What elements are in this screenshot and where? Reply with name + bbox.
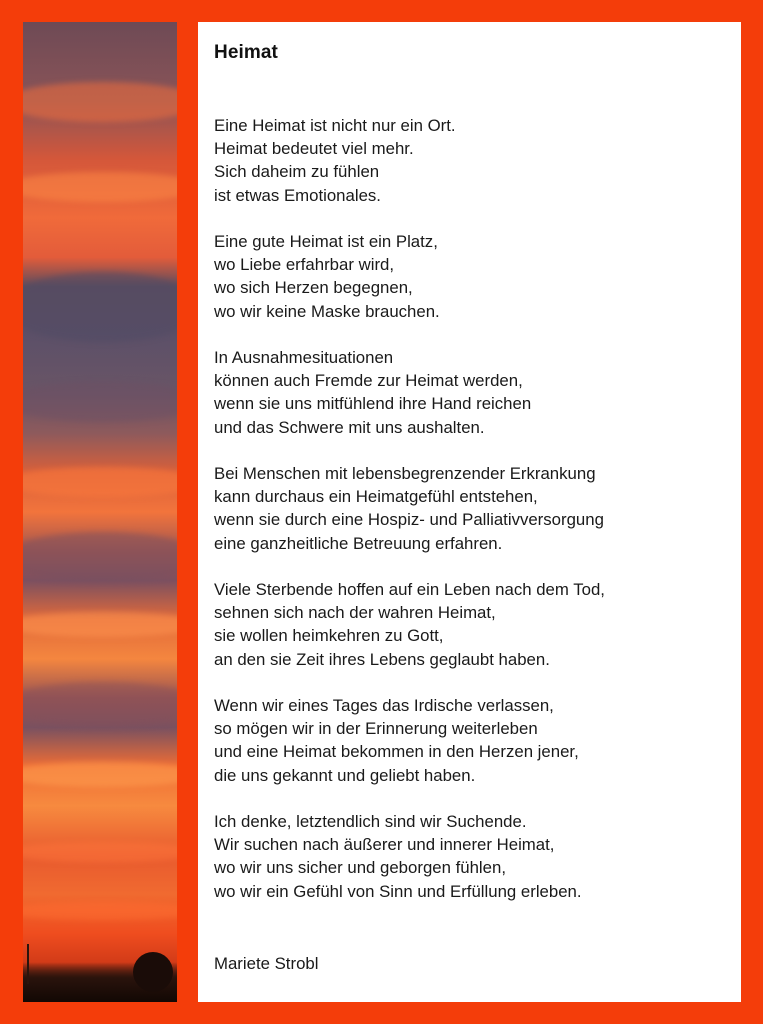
poem-line: In Ausnahmesituationen bbox=[214, 348, 394, 367]
stanza bbox=[214, 230, 734, 323]
poem-line: sehnen sich nach der wahren Heimat, bbox=[214, 603, 496, 623]
stanza bbox=[214, 578, 734, 671]
sunset-sky-photo bbox=[23, 22, 177, 1002]
poem-body bbox=[214, 114, 734, 926]
poem-line: sie wollen heimkehren zu Gott, bbox=[214, 626, 444, 646]
stanza bbox=[214, 810, 734, 903]
poem-line: so mögen wir in der Erinnerung weiterleben bbox=[214, 719, 538, 739]
poem-line: Eine gute Heimat ist ein Platz, bbox=[214, 232, 438, 251]
poem-line: und das Schwere mit uns aushalten. bbox=[214, 417, 485, 437]
poem-line: wo wir ein Gefühl von Sinn und Erfüllung erleben. bbox=[214, 881, 582, 901]
poem-page bbox=[198, 22, 741, 1002]
poem-line: Heimat bedeutet viel mehr. bbox=[214, 139, 414, 159]
poem-line: an den sie Zeit ihres Lebens geglaubt haben. bbox=[214, 649, 550, 669]
poem-line: kann durchaus ein Heimatgefühl entstehen, bbox=[214, 487, 538, 507]
pole-silhouette bbox=[27, 944, 29, 984]
tree-silhouette bbox=[133, 952, 173, 992]
poem-line: können auch Fremde zur Heimat werden, bbox=[214, 371, 523, 391]
poem-line: wenn sie uns mitfühlend ihre Hand reichen bbox=[214, 394, 532, 414]
poem-line: Sich daheim zu fühlen bbox=[214, 162, 380, 182]
poem-line: Wir suchen nach äußerer und innerer Heimat, bbox=[214, 835, 555, 855]
poem-line: Ich denke, letztendlich sind wir Suchende. bbox=[214, 812, 527, 831]
poem-line: und eine Heimat bekommen in den Herzen jener, bbox=[214, 742, 579, 762]
poem-line: die uns gekannt und geliebt haben. bbox=[214, 765, 476, 785]
stanza bbox=[214, 346, 734, 439]
stanza bbox=[214, 114, 734, 207]
poem-line: Viele Sterbende hoffen auf ein Leben nach dem Tod, bbox=[214, 580, 605, 599]
stanza bbox=[214, 694, 734, 787]
poem-line: wo wir uns sicher und geborgen fühlen, bbox=[214, 858, 506, 878]
poem-line: Eine Heimat ist nicht nur ein Ort. bbox=[214, 116, 456, 135]
poem-line: Bei Menschen mit lebensbegrenzender Erkrankung bbox=[214, 464, 596, 483]
poem-line: wo Liebe erfahrbar wird, bbox=[214, 255, 395, 275]
poem-line: wo sich Herzen begegnen, bbox=[214, 278, 413, 298]
author-name: Mariete Strobl bbox=[214, 954, 319, 973]
poem-line: ist etwas Emotionales. bbox=[214, 185, 381, 205]
poem-title: Heimat bbox=[214, 42, 278, 63]
stanza bbox=[214, 462, 734, 555]
poem-line: eine ganzheitliche Betreuung erfahren. bbox=[214, 533, 503, 553]
poem-line: wo wir keine Maske brauchen. bbox=[214, 301, 440, 321]
poem-line: Wenn wir eines Tages das Irdische verlassen, bbox=[214, 696, 554, 715]
poem-line: wenn sie durch eine Hospiz- und Palliativversorgung bbox=[214, 510, 604, 530]
